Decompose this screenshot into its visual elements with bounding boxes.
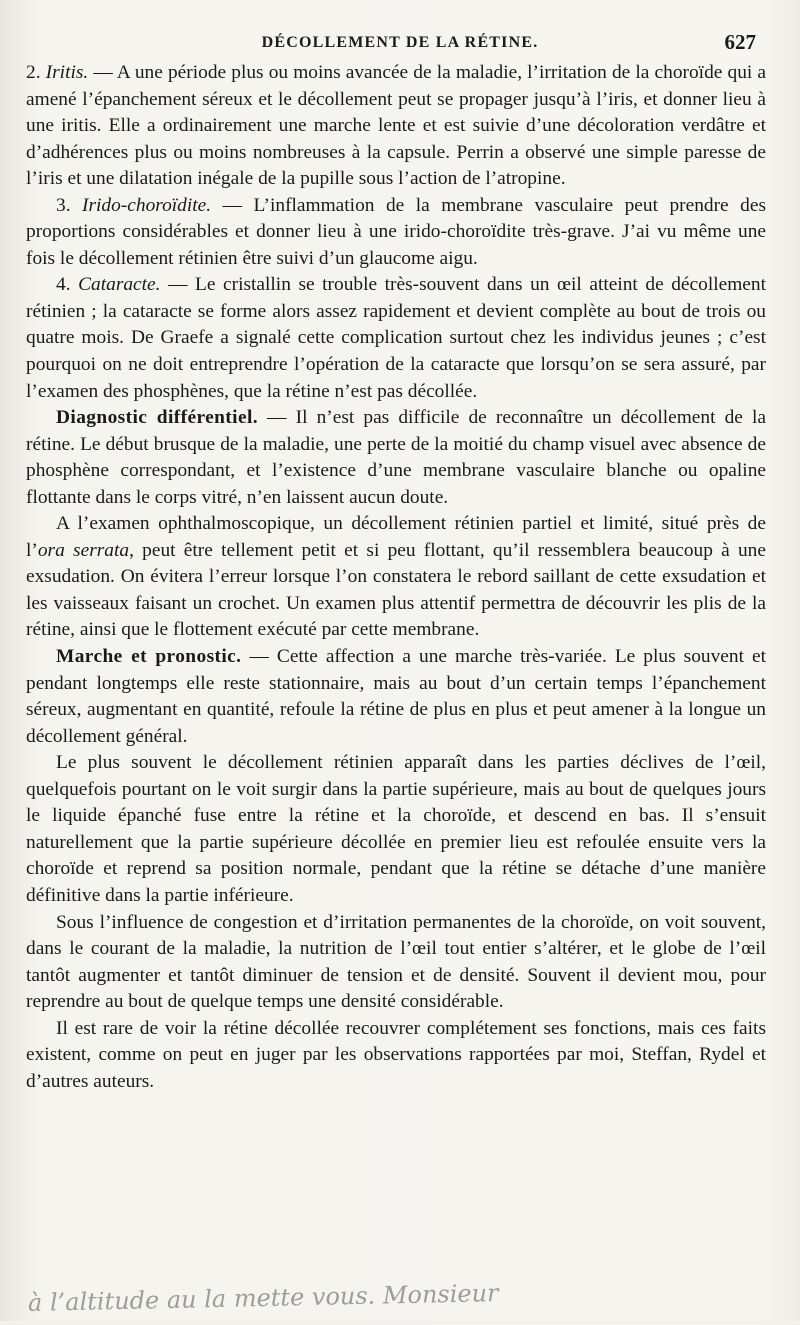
paragraph-text: A l’examen ophthalmoscopique, un décollement rétinien partiel et limité, situé près de l’ bbox=[26, 513, 766, 561]
paragraph-cataracte bbox=[26, 272, 766, 405]
paragraph-marche bbox=[26, 644, 766, 750]
body-text bbox=[26, 60, 766, 1095]
paragraph-irido-choroidite bbox=[26, 193, 766, 273]
paragraph-text: — Il n’est pas difficile de reconnaître un décollement de la rétine. Le début brusque de la maladie, une perte de la moitié du champ visuel avec absence de phosphène correspondant, et l’existence d’une membrane vasculaire blanche ou opaline flottante dans le corps vitré, n’en laissent aucun doute. bbox=[26, 407, 766, 508]
paragraph-diagnostic bbox=[26, 405, 766, 511]
item-number: 3. bbox=[56, 194, 83, 216]
paragraph-congestion: Sous l’influence de congestion et d’irritation permanentes de la choroïde, on voit souvent, dans le courant de la maladie, la nutrition de l’œil tout entier s’altérer, et le globe de l’œil tantôt augmenter et tantôt diminuer de tension et de densité. Souvent il devient mou, pour reprendre au bout de quelque temps une densité considérable. bbox=[26, 911, 766, 1013]
handwritten-annotation: à l’altitude au la mette vous. Monsieur bbox=[27, 1279, 499, 1317]
paragraph-examen bbox=[26, 511, 766, 644]
paragraph-parties-declives: Le plus souvent le décollement rétinien apparaît dans les parties déclives de l’œil, quelquefois pourtant on le voit surgir dans la partie supérieure, mais au bout de quelques jours le liquide épanché fuse entre la rétine et la choroïde, et descend en bas. Il s’ensuit naturellement que la partie supérieure décollée en premier lieu est refoulée ensuite vers la choroïde et reprend sa position normale, pendant que la rétine se détache d’une manière définitive dans la partie inférieure. bbox=[26, 752, 766, 906]
paragraph-text: — Cette affection a une marche très-variée. Le plus souvent et pendant longtemps elle reste stationnaire, mais au bout d’un certain temps l’épanchement séreux, augmentant en quantité, refoule la rétine de plus en plus et peut amener à la longue un décollement général. bbox=[26, 646, 766, 747]
paragraph-text: — Le cristallin se trouble très-souvent dans un œil atteint de décollement rétinien ; la cataracte se forme alors assez rapidement et devient complète au bout de trois ou quatre mois. De Graefe a signalé cette complication surtout chez les individus jeunes ; c’est pourquoi on ne doit entreprendre l’opération de la cataracte que lorsqu’on se sera assuré, par l’examen des phosphènes, que la rétine n’est pas décollée. bbox=[26, 274, 766, 402]
section-heading: Diagnostic différentiel. bbox=[56, 407, 258, 429]
item-number: 2. bbox=[26, 62, 46, 83]
italic-term: ora serrata bbox=[37, 539, 130, 561]
item-heading: Irido-choroïdite. bbox=[82, 194, 212, 216]
paragraph-text: , peut être tellement petit et si peu flottant, qu’il ressemblera beaucoup à une exsudation. On évitera l’erreur lorsque l’on constatera le rebord saillant de cette exsudation et les vaisseaux faisant un crochet. Un examen plus attentif permettra de découvrir les plis de la rétine, ainsi que le flottement exécuté par cette membrane. bbox=[26, 539, 766, 641]
page-number: 627 bbox=[724, 30, 756, 54]
item-heading: Iritis. bbox=[45, 62, 89, 83]
paragraph-text: — A une période plus ou moins avancée de la maladie, l’irritation de la choroïde qui a amené l’épanchement séreux et le décollement peut se propager jusqu’à l’iris, et donner lieu à une iritis. Elle a ordinairement une marche lente et est suivie d’une décoloration verdâtre et d’adhérences plus ou moins nombreuses à la capsule. Perrin a observé une simple paresse de l’iris et une dilatation inégale de la pupille sous l’action de l’atropine. bbox=[26, 62, 767, 190]
item-number: 4. bbox=[56, 274, 79, 296]
paragraph-iritis bbox=[26, 60, 766, 193]
item-heading: Cataracte. bbox=[78, 274, 161, 296]
running-title: DÉCOLLEMENT DE LA RÉTINE. bbox=[261, 34, 539, 51]
page-header bbox=[0, 30, 800, 60]
paragraph-conclusion: Il est rare de voir la rétine décollée recouvrer complétement ses fonctions, mais ces faits existent, comme on peut en juger par les observations rapportées par moi, Steffan, Rydel et d’autres auteurs. bbox=[26, 1017, 766, 1092]
paragraph-text: — L’inflammation de la membrane vasculaire peut prendre des proportions considérables et donner lieu à une irido-choroïdite très-grave. J’ai vu même une fois le décollement rétinien être suivi d’un glaucome aigu. bbox=[26, 194, 766, 269]
section-heading: Marche et pronostic. bbox=[56, 646, 242, 668]
